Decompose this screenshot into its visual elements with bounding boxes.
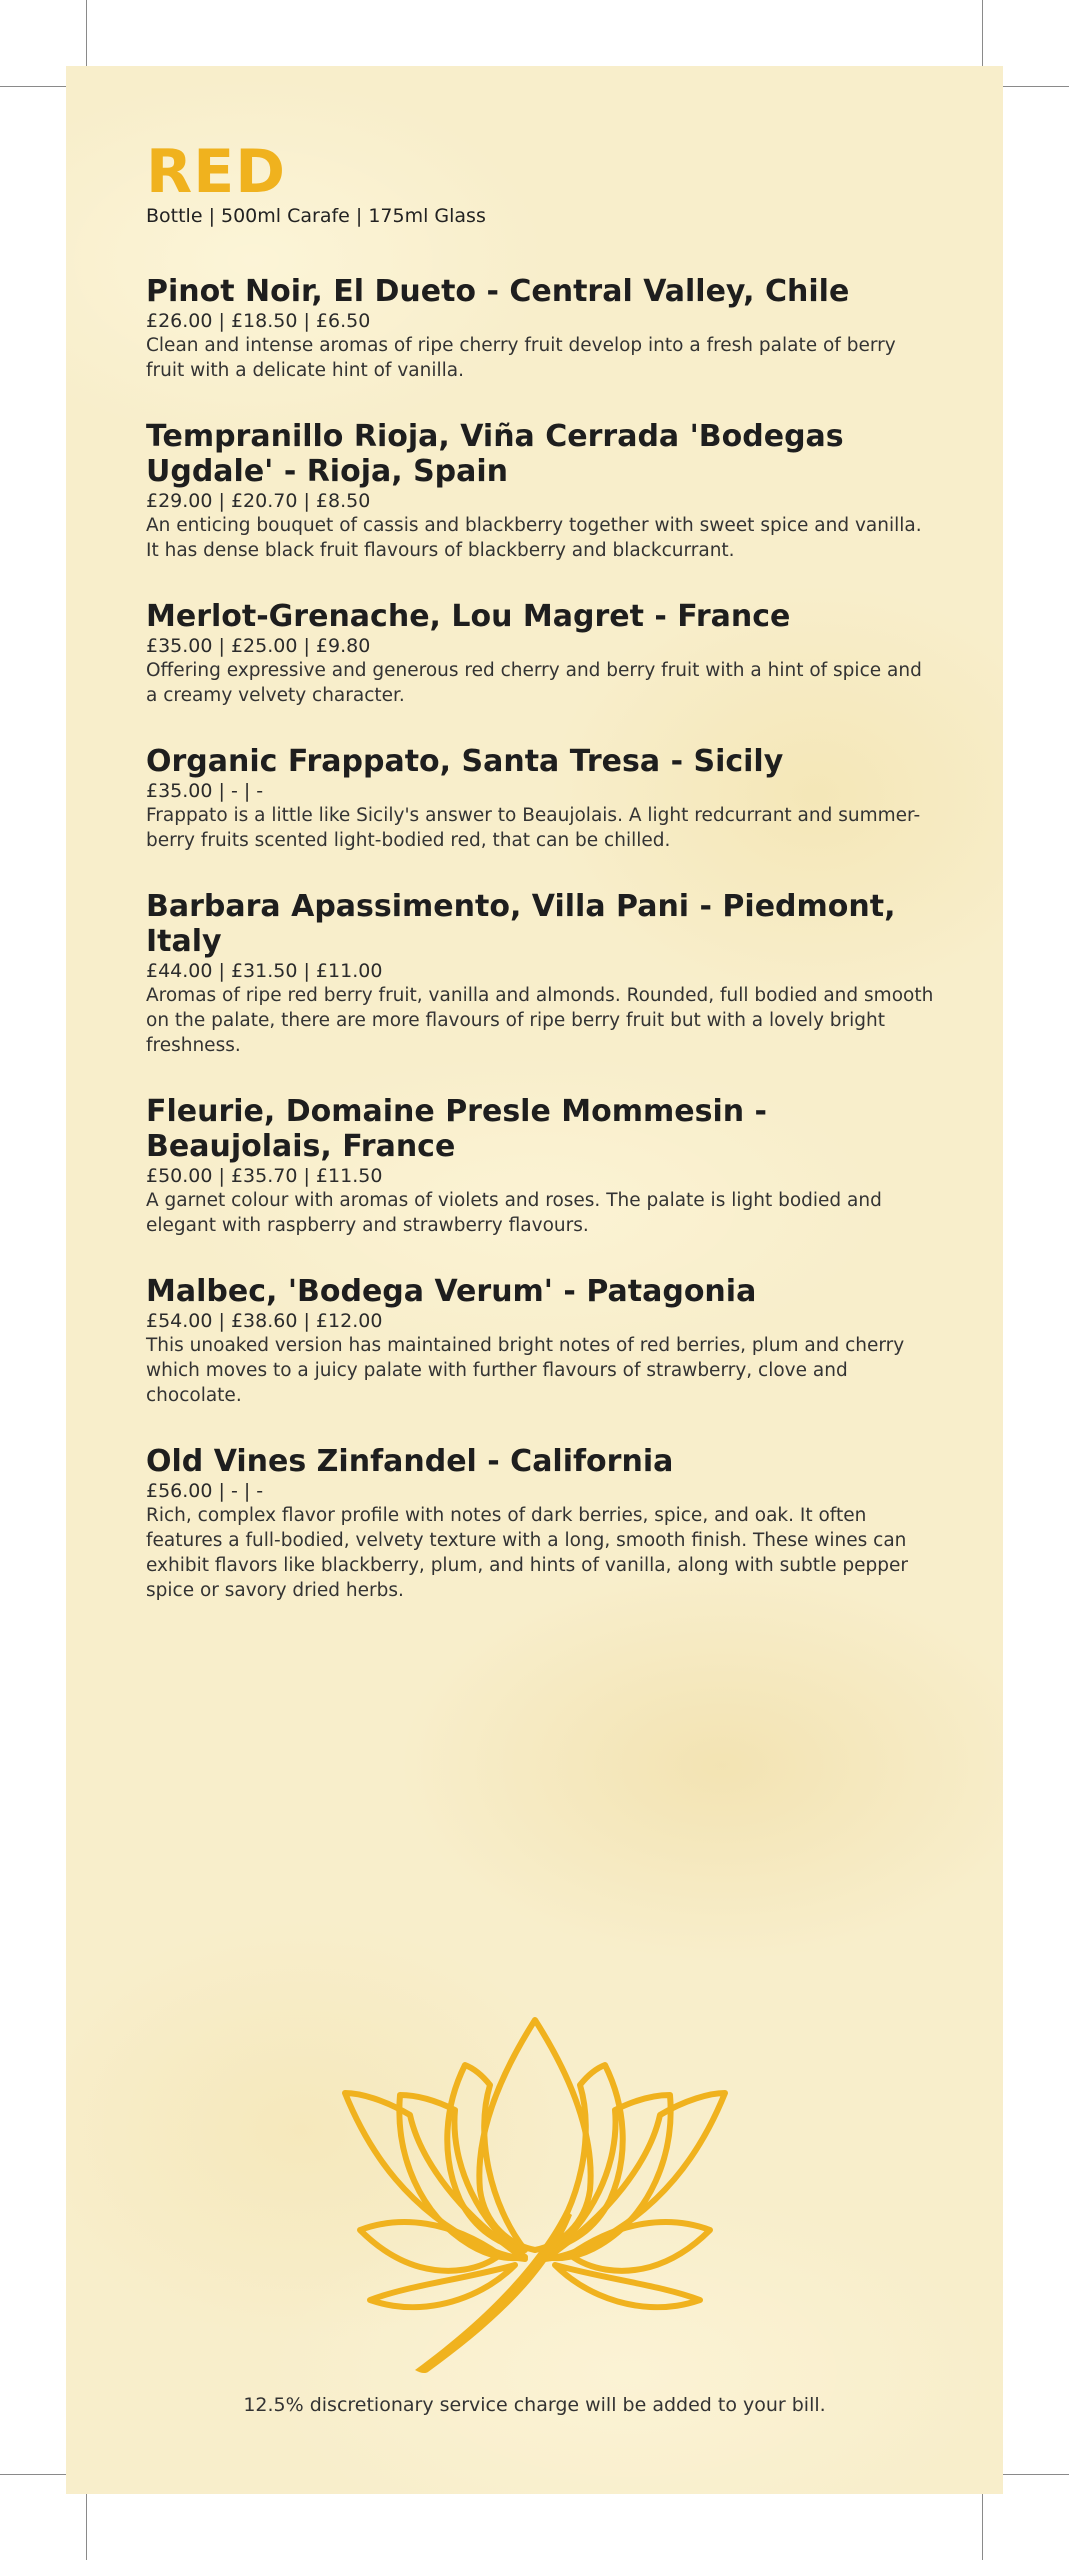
wine-price: £44.00 | £31.50 | £11.00 bbox=[146, 960, 383, 982]
section-title: RED bbox=[146, 137, 286, 207]
wine-price: £35.00 | - | - bbox=[146, 780, 264, 802]
wine-item bbox=[146, 274, 936, 383]
wine-price: £56.00 | - | - bbox=[146, 1480, 264, 1502]
wine-name: Barbara Apassimento, Villa Pani - Piedmont, Italy bbox=[146, 889, 896, 959]
wine-price: £29.00 | £20.70 | £8.50 bbox=[146, 490, 371, 512]
crop-mark bbox=[1003, 86, 1069, 87]
wine-item bbox=[146, 1444, 936, 1603]
wine-description: Offering expressive and generous red cherry and berry fruit with a hint of spice and a creamy velvety character. bbox=[146, 660, 922, 706]
wine-description: An enticing bouquet of cassis and blackberry together with sweet spice and vanilla. It has dense black fruit flavours of blackberry and blackcurrant. bbox=[146, 515, 922, 561]
wine-name: Merlot-Grenache, Lou Magret - France bbox=[146, 599, 791, 634]
wine-description: This unoaked version has maintained bright notes of red berries, plum and cherry which moves to a juicy palate with further flavours of strawberry, clove and chocolate. bbox=[146, 1335, 905, 1406]
wine-item bbox=[146, 744, 936, 853]
wine-price: £50.00 | £35.70 | £11.50 bbox=[146, 1165, 383, 1187]
crop-mark bbox=[1003, 2474, 1069, 2475]
wine-name: Malbec, 'Bodega Verum' - Patagonia bbox=[146, 1274, 757, 1309]
wine-item bbox=[146, 599, 936, 708]
crop-mark bbox=[86, 2494, 87, 2560]
crop-mark bbox=[86, 0, 87, 66]
crop-mark bbox=[0, 2474, 66, 2475]
wine-description: Clean and intense aromas of ripe cherry fruit develop into a fresh palate of berry fruit with a delicate hint of vanilla. bbox=[146, 335, 896, 381]
wine-price: £26.00 | £18.50 | £6.50 bbox=[146, 310, 371, 332]
wine-description: Frappato is a little like Sicily's answer to Beaujolais. A light redcurrant and summer-berry fruits scented light-bodied red, that can be chilled. bbox=[146, 805, 921, 851]
wine-item bbox=[146, 1094, 936, 1238]
crop-mark bbox=[0, 86, 66, 87]
wine-name: Old Vines Zinfandel - California bbox=[146, 1444, 674, 1479]
wine-name: Organic Frappato, Santa Tresa - Sicily bbox=[146, 744, 784, 779]
wine-item bbox=[146, 1274, 936, 1408]
wine-item bbox=[146, 419, 936, 563]
crop-mark bbox=[982, 2494, 983, 2560]
wine-description: Aromas of ripe red berry fruit, vanilla and almonds. Rounded, full bodied and smooth on the palate, there are more flavours of ripe berry fruit but with a lovely bright freshness. bbox=[146, 985, 934, 1056]
wine-name: Pinot Noir, El Dueto - Central Valley, Chile bbox=[146, 274, 850, 309]
lotus-icon bbox=[340, 2015, 730, 2375]
section-subtitle: Bottle | 500ml Carafe | 175ml Glass bbox=[146, 205, 486, 227]
wine-name: Fleurie, Domaine Presle Mommesin - Beaujolais, France bbox=[146, 1094, 767, 1164]
wine-name: Tempranillo Rioja, Viña Cerrada 'Bodegas Ugdale' - Rioja, Spain bbox=[146, 419, 844, 489]
service-charge-note: 12.5% discretionary service charge will be added to your bill. bbox=[243, 2394, 826, 2416]
crop-mark bbox=[982, 0, 983, 66]
wine-price: £35.00 | £25.00 | £9.80 bbox=[146, 635, 371, 657]
wine-menu bbox=[146, 137, 936, 1639]
wine-item bbox=[146, 889, 936, 1058]
wine-description: Rich, complex flavor profile with notes of dark berries, spice, and oak. It often features a full-bodied, velvety texture with a long, smooth finish. These wines can exhibit flavors like blackberry, plum, and hints of vanilla, along with subtle pepper spice or savory dried herbs. bbox=[146, 1505, 909, 1601]
wine-price: £54.00 | £38.60 | £12.00 bbox=[146, 1310, 383, 1332]
wine-description: A garnet colour with aromas of violets and roses. The palate is light bodied and elegant with raspberry and strawberry flavours. bbox=[146, 1190, 882, 1236]
